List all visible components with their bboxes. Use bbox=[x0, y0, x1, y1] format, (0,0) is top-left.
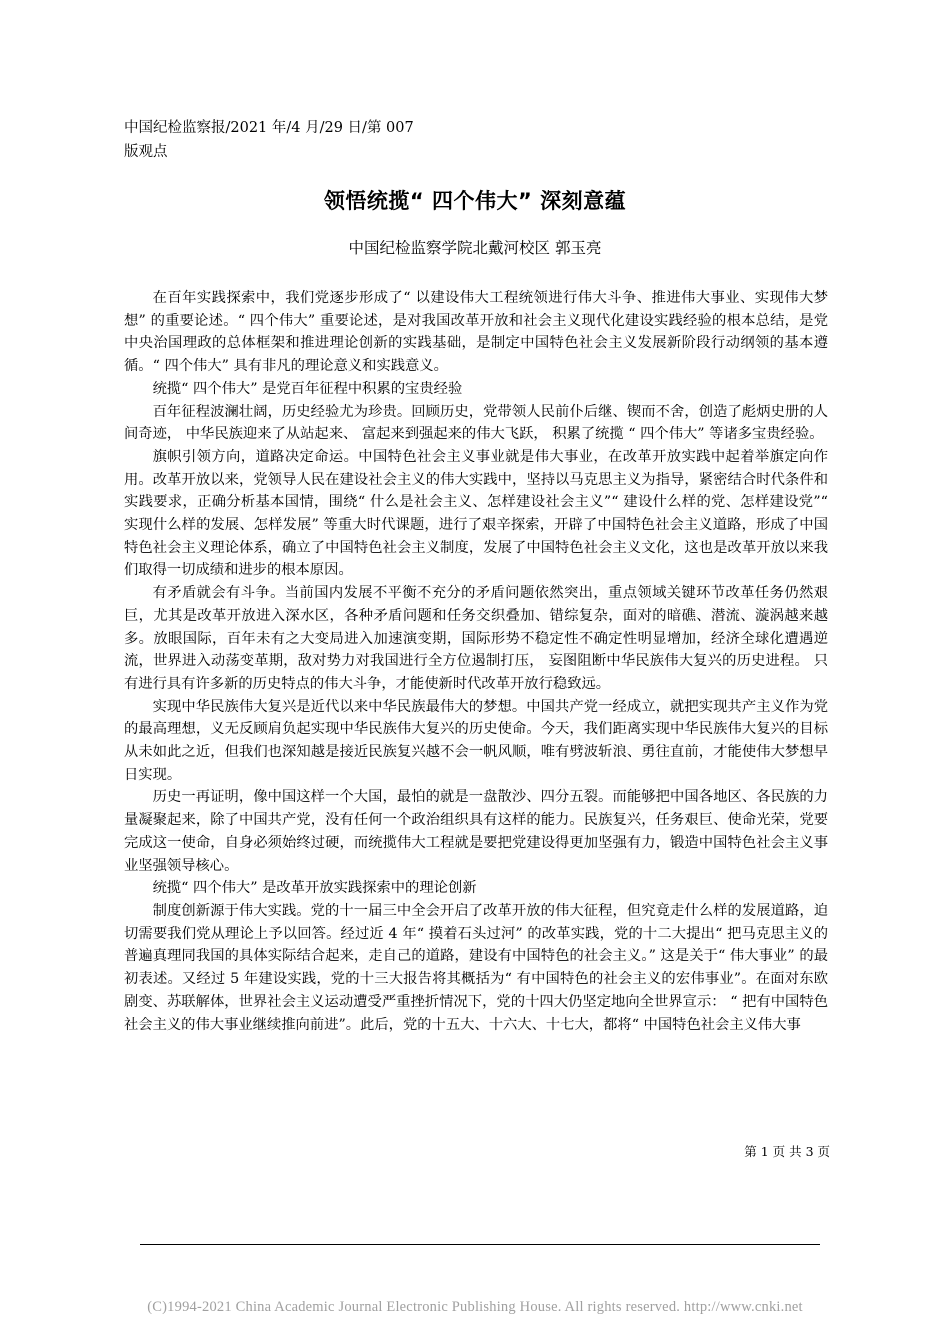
paragraph: 制度创新源于伟大实践。党的十一届三中全会开启了改革开放的伟大征程，但究竟走什么样的发展道路，迫切需要我们党从理论上予以回答。经过近 4 年“ 摸着石头过河” 的改革实践，党的十二大提出“ 把马克思主义的普遍真理同我国的具体实际结合起来，走自己的道路，建设有中国特色的社会主义。” 这是关于“ 伟大事业” 的最初表述。又经过 5 年建设实践，党的十三大报告将其概括为“ 有中国特色的社会主义的宏伟事业”。在面对东欧剧变、苏联解体，世界社会主义运动遭受严重挫折情况下，党的十四大仍坚定地向全世界宣示： “ 把有中国特色社会主义的伟大事业继续推向前进”。此后，党的十五大、十六大、十七大，都将“ 中国特色社会主义伟大事 bbox=[124, 902, 828, 1033]
paragraph: 实现中华民族伟大复兴是近代以来中华民族最伟大的梦想。中国共产党一经成立，就把实现共产主义作为党的最高理想，义无反顾肩负起实现中华民族伟大复兴的历史使命。今天，我们距离实现中华民族伟大复兴的目标从未如此之近，但我们也深知越是接近民族复兴越不会一帆风顺，唯有劈波斩浪、勇往直前，才能使伟大梦想早日实现。 bbox=[124, 698, 828, 783]
page-indicator: 第 1 页 共 3 页 bbox=[744, 1144, 830, 1159]
paragraph: 旗帜引领方向，道路决定命运。中国特色社会主义事业就是伟大事业，在改革开放实践中起着举旗定向作用。改革开放以来，党领导人民在建设社会主义的伟大实践中，坚持以马克思主义为指导，紧密结合时代条件和实践要求，正确分析基本国情，围绕“ 什么是社会主义、怎样建设社会主义”“ 建设什么样的党、怎样建设党”“ 实现什么样的发展、怎样发展” 等重大时代课题，进行了艰辛探索，开辟了中国特色社会主义道路，形成了中国特色社会主义理论体系，确立了中国特色社会主义制度，发展了中国特色社会主义文化，这也是改革开放以来我们取得一切成绩和进步的根本原因。 bbox=[124, 448, 828, 579]
paragraph: 有矛盾就会有斗争。当前国内发展不平衡不充分的矛盾问题依然突出，重点领域关键环节改革任务仍然艰巨，尤其是改革开放进入深水区，各种矛盾问题和任务交织叠加、错综复杂，面对的暗礁、潜流、漩涡越来越多。放眼国际，百年未有之大变局进入加速演变期，国际形势不稳定性不确定性明显增加，经济全球化遭遇逆流，世界进入动荡变革期，敌对势力对我国进行全方位遏制打压， 妄图阻断中华民族伟大复兴的历史进程。 只有进行具有许多新的历史特点的伟大斗争，才能使新时代改革开放行稳致远。 bbox=[124, 585, 828, 692]
source-line-continued: 版观点 bbox=[124, 144, 168, 160]
footer-divider bbox=[140, 1244, 820, 1245]
article-title: 领悟统揽“ 四个伟大” 深刻意蕴 bbox=[323, 189, 627, 213]
section-heading: 统揽“ 四个伟大” 是党百年征程中积累的宝贵经验 bbox=[152, 380, 463, 397]
article-body bbox=[124, 287, 828, 1036]
paragraph: 在百年实践探索中，我们党逐步形成了“ 以建设伟大工程统领进行伟大斗争、推进伟大事业、实现伟大梦想” 的重要论述。“ 四个伟大” 重要论述，是对我国改革开放和社会主义现代化建设实践经验的根本总结，是党中央治国理政的总体框架和推进理论创新的实践基础，是制定中国特色社会主义发展新阶段行动纲领的基本遵循。“ 四个伟大” 具有非凡的理论意义和实践意义。 bbox=[124, 290, 828, 375]
article-author: 中国纪检监察学院北戴河校区 郭玉亮 bbox=[348, 239, 602, 257]
copyright-notice: (C)1994-2021 China Academic Journal Electronic Publishing House. All rights reserved. http://www.cnki.net bbox=[147, 1299, 803, 1315]
source-line: 中国纪检监察报/2021 年/4 月/29 日/第 007 bbox=[124, 120, 414, 136]
section-heading: 统揽“ 四个伟大” 是改革开放实践探索中的理论创新 bbox=[152, 880, 477, 897]
paragraph: 百年征程波澜壮阔，历史经验尤为珍贵。回顾历史，党带领人民前仆后继、锲而不舍，创造了彪炳史册的人间奇迹， 中华民族迎来了从站起来、 富起来到强起来的伟大飞跃， 积累了统揽 “ 四个伟大” 等诸多宝贵经验。 bbox=[124, 403, 828, 443]
paragraph: 历史一再证明，像中国这样一个大国，最怕的就是一盘散沙、四分五裂。而能够把中国各地区、各民族的力量凝聚起来，除了中国共产党，没有任何一个政治组织具有这样的能力。民族复兴，任务艰巨、使命光荣，党要完成这一使命，自身必须始终过硬，而统揽伟大工程就是要把党建设得更加坚强有力，锻造中国特色社会主义事业坚强领导核心。 bbox=[124, 789, 828, 874]
source-info bbox=[124, 116, 544, 164]
